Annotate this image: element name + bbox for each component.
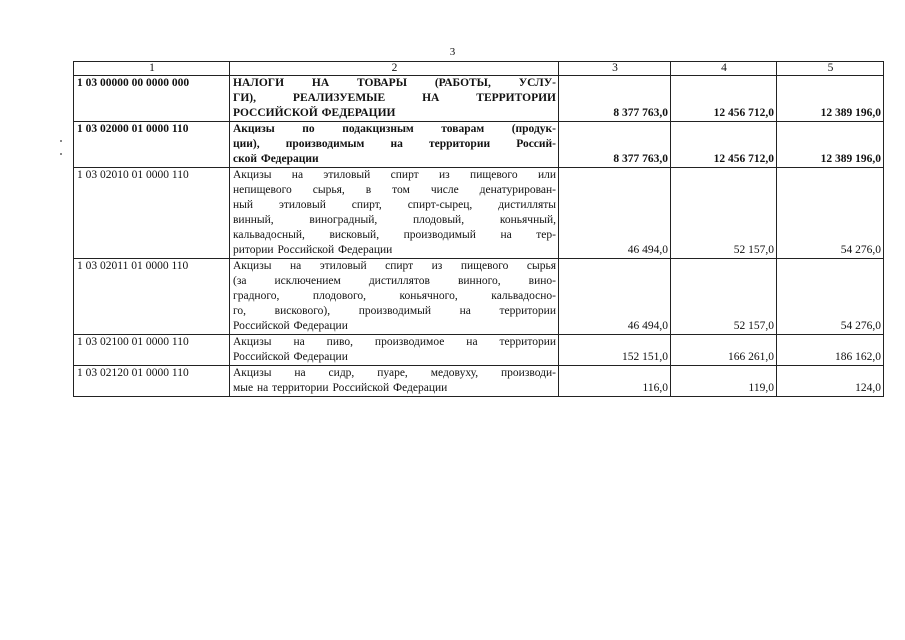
value-col5: 186 162,0 <box>777 335 884 366</box>
value-col4: 119,0 <box>671 366 777 397</box>
page-number: 3 <box>449 46 456 58</box>
table-row <box>74 76 884 122</box>
table-row <box>74 259 884 335</box>
scan-mark <box>60 153 62 155</box>
description-line: Акцизы на сидр, пуаре, медовуху, производи- <box>233 367 556 379</box>
description-line: Акцизы на этиловый спирт из пищевого или <box>233 169 556 181</box>
value-col3: 8 377 763,0 <box>559 122 671 168</box>
row-description <box>230 366 559 397</box>
value-col3: 8 377 763,0 <box>559 76 671 122</box>
table-row <box>74 366 884 397</box>
description-line: ритории Российской Федерации <box>233 244 393 256</box>
value-col3: 46 494,0 <box>559 168 671 259</box>
row-description <box>230 335 559 366</box>
value-col5: 54 276,0 <box>777 259 884 335</box>
description-line: РОССИЙСКОЙ ФЕДЕРАЦИИ <box>233 107 396 119</box>
description-line: Акцизы по подакцизным товарам (продук- <box>233 123 556 135</box>
description-line: Акцизы на пиво, производимое на территории <box>233 336 556 348</box>
column-header: 2 <box>230 62 559 76</box>
description-line: ции), производимым на территории Россий- <box>233 138 556 150</box>
value-col5: 12 389 196,0 <box>777 76 884 122</box>
description-line: непищевого сырья, в том числе денатурирован- <box>233 184 556 196</box>
column-header: 1 <box>74 62 230 76</box>
description-line: ГИ), РЕАЛИЗУЕМЫЕ НА ТЕРРИТОРИИ <box>233 92 556 104</box>
description-line: винный, виноградный, плодовый, коньячный, <box>233 214 556 226</box>
value-col4: 52 157,0 <box>671 168 777 259</box>
value-col4: 52 157,0 <box>671 259 777 335</box>
value-col3: 152 151,0 <box>559 335 671 366</box>
value-col3: 116,0 <box>559 366 671 397</box>
table-row <box>74 122 884 168</box>
revenue-table <box>73 61 884 397</box>
budget-code: 1 03 00000 00 0000 000 <box>74 76 230 122</box>
value-col5: 124,0 <box>777 366 884 397</box>
scan-mark <box>60 140 62 142</box>
row-description <box>230 76 559 122</box>
budget-code: 1 03 02010 01 0000 110 <box>74 168 230 259</box>
value-col3: 46 494,0 <box>559 259 671 335</box>
budget-code: 1 03 02120 01 0000 110 <box>74 366 230 397</box>
description-line: Акцизы на этиловый спирт из пищевого сырья <box>233 260 556 272</box>
column-number-row <box>74 62 884 76</box>
value-col5: 54 276,0 <box>777 168 884 259</box>
column-header: 4 <box>671 62 777 76</box>
value-col4: 12 456 712,0 <box>671 76 777 122</box>
budget-code: 1 03 02011 01 0000 110 <box>74 259 230 335</box>
description-line: (за исключением дистиллятов винного, вино- <box>233 275 556 287</box>
row-description <box>230 122 559 168</box>
description-line: мые на территории Российской Федерации <box>233 382 448 394</box>
column-header: 3 <box>559 62 671 76</box>
description-line: кальвадосный, висковый, производимый на тер- <box>233 229 556 241</box>
table-row <box>74 335 884 366</box>
description-line: Российской Федерации <box>233 351 348 363</box>
table-row <box>74 168 884 259</box>
description-line: Российской Федерации <box>233 320 348 332</box>
value-col4: 166 261,0 <box>671 335 777 366</box>
budget-code: 1 03 02100 01 0000 110 <box>74 335 230 366</box>
budget-code: 1 03 02000 01 0000 110 <box>74 122 230 168</box>
column-header: 5 <box>777 62 884 76</box>
value-col4: 12 456 712,0 <box>671 122 777 168</box>
row-description <box>230 259 559 335</box>
description-line: ный этиловый спирт, спирт-сырец, дистилляты <box>233 199 556 211</box>
value-col5: 12 389 196,0 <box>777 122 884 168</box>
description-line: го, вискового), производимый на территории <box>233 305 556 317</box>
description-line: градного, плодового, коньячного, кальвадосно- <box>233 290 556 302</box>
description-line: НАЛОГИ НА ТОВАРЫ (РАБОТЫ, УСЛУ- <box>233 77 556 89</box>
description-line: ской Федерации <box>233 153 319 165</box>
row-description <box>230 168 559 259</box>
